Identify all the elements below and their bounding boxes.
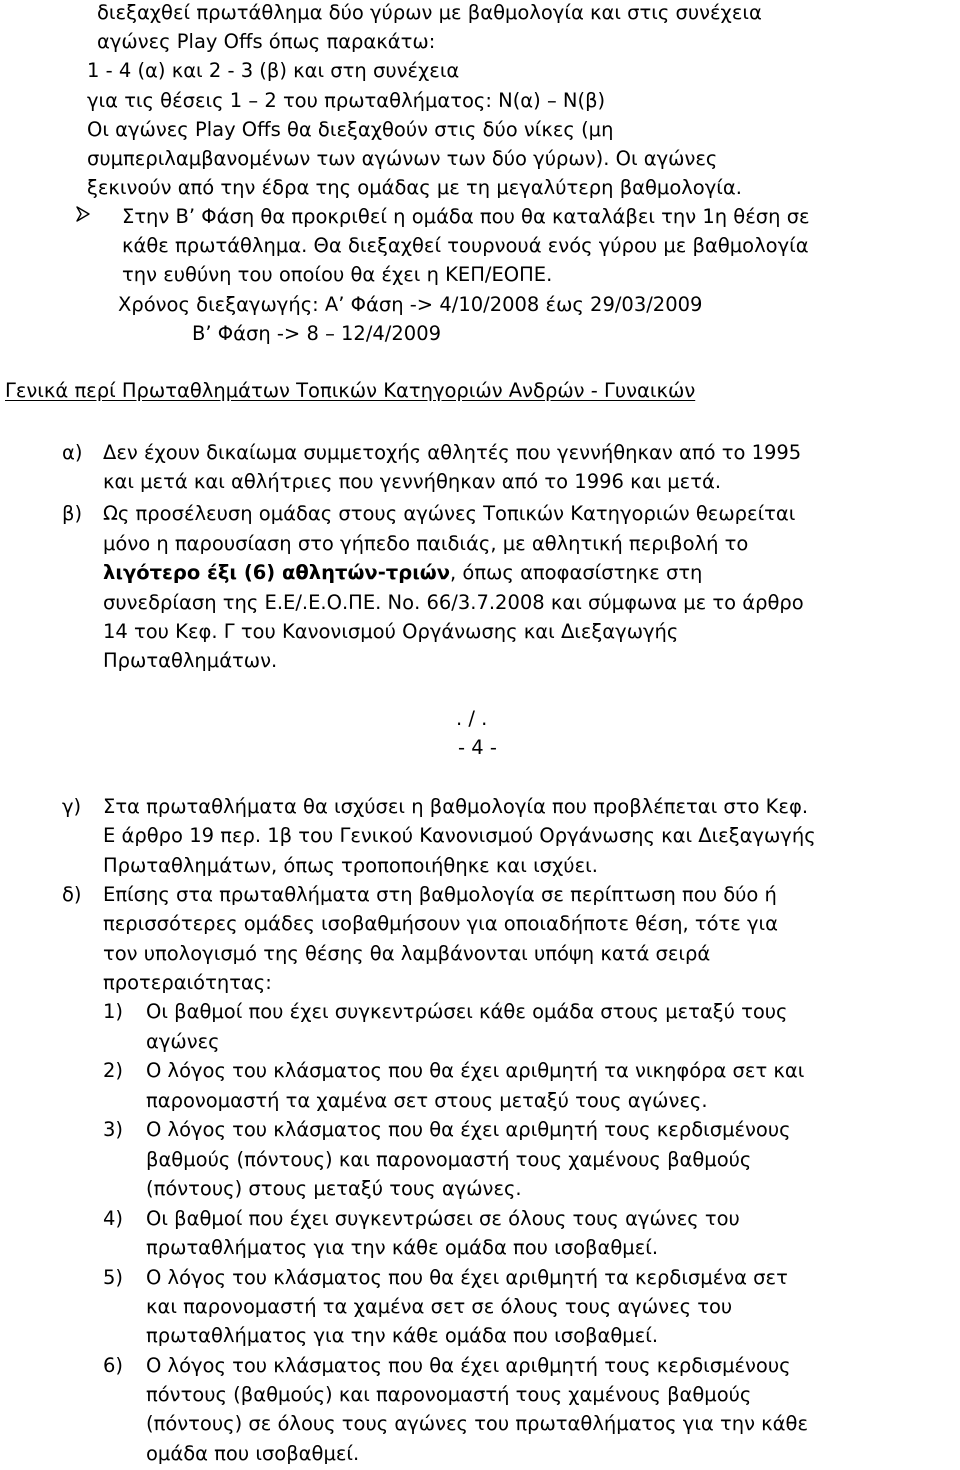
criterion-number: 5) <box>103 1266 124 1289</box>
intro-line: ξεκινούν από την έδρα της ομάδας με τη μεγαλύτερη βαθμολογία. <box>87 176 742 199</box>
item-d-label: δ) <box>62 883 82 906</box>
intro-line: 1 - 4 (α) και 2 - 3 (β) και στη συνέχεια <box>87 59 460 82</box>
bullet-line: κάθε πρωτάθλημα. Θα διεξαχθεί τουρνουά ενός γύρου με βαθμολογία <box>122 234 809 257</box>
criterion-line: πρωταθλήματος για την κάθε ομάδα που ισοβαθμεί. <box>146 1324 659 1347</box>
intro-line: συμπεριλαμβανομένων των αγώνων των δύο γύρων). Οι αγώνες <box>87 147 718 170</box>
item-a-line: Δεν έχουν δικαίωμα συμμετοχής αθλητές που γεννήθηκαν από το 1995 <box>103 441 802 464</box>
item-a-line: και μετά και αθλήτριες που γεννήθηκαν από το 1996 και μετά. <box>103 470 722 493</box>
criterion-line: αγώνες <box>146 1030 220 1053</box>
intro-line: αγώνες Play Offs όπως παρακάτω: <box>97 30 436 53</box>
item-b-line-3-rest: , όπως αποφασίστηκε στη <box>450 561 703 584</box>
item-b-line: συνεδρίαση της Ε.Ε/.Ε.Ο.ΠΕ. Νο. 66/3.7.2008 και σύμφωνα με το άρθρο <box>103 591 804 614</box>
criterion-line: ομάδα που ισοβαθμεί. <box>146 1442 360 1465</box>
item-b-label: β) <box>62 502 83 525</box>
criterion-line: Ο λόγος του κλάσματος που θα έχει αριθμητή τους κερδισμένους <box>146 1118 791 1141</box>
intro-line: Οι αγώνες Play Offs θα διεξαχθούν στις δύο νίκες (μη <box>87 118 614 141</box>
item-b-line: 14 του Κεφ. Γ του Κανονισμού Οργάνωσης και Διεξαγωγής <box>103 620 679 643</box>
criterion-number: 6) <box>103 1354 124 1377</box>
criterion-line: (πόντους) στους μεταξύ τους αγώνες. <box>146 1177 522 1200</box>
item-c-line: Ε άρθρο 19 περ. 1β του Γενικού Κανονισμού Οργάνωσης και Διεξαγωγής <box>103 824 816 847</box>
criterion-line: Ο λόγος του κλάσματος που θα έχει αριθμητή τους κερδισμένους <box>146 1354 791 1377</box>
criterion-number: 2) <box>103 1059 124 1082</box>
criterion-line: πόντους (βαθμούς) και παρονομαστή τους χαμένους βαθμούς <box>146 1383 752 1406</box>
criterion-number: 4) <box>103 1207 124 1230</box>
item-b-line: Ως προσέλευση ομάδας στους αγώνες Τοπικών Κατηγοριών θεωρείται <box>103 502 796 525</box>
criterion-number: 1) <box>103 1000 124 1023</box>
arrow-bullet-icon <box>75 205 93 223</box>
bullet-line: Στην Β’ Φάση θα προκριθεί η ομάδα που θα καταλάβει την 1η θέση σε <box>122 205 810 228</box>
criterion-line: Οι βαθμοί που έχει συγκεντρώσει σε όλους τους αγώνες του <box>146 1207 740 1230</box>
item-c-line: Πρωταθλημάτων, όπως τροποποιήθηκε και ισχύει. <box>103 854 598 877</box>
criterion-line: Ο λόγος του κλάσματος που θα έχει αριθμητή τα κερδισμένα σετ <box>146 1266 788 1289</box>
section-heading: Γενικά περί Πρωταθλημάτων Τοπικών Κατηγοριών Ανδρών - Γυναικών <box>5 379 696 402</box>
item-b-line: Πρωταθλημάτων. <box>103 649 278 672</box>
item-b-emphasis: λιγότερο έξι (6) αθλητών-τριών <box>103 561 451 584</box>
item-d-line: τον υπολογισμό της θέσης θα λαμβάνονται υπόψη κατά σειρά <box>103 942 711 965</box>
schedule-phase-b: Β’ Φάση -> 8 – 12/4/2009 <box>192 322 442 345</box>
criterion-line: βαθμούς (πόντους) και παρονομαστή τους χαμένους βαθμούς <box>146 1148 752 1171</box>
criterion-line: (πόντους) σε όλους τους αγώνες του πρωταθλήματος για την κάθε <box>146 1412 808 1435</box>
item-c-line: Στα πρωταθλήματα θα ισχύσει η βαθμολογία που προβλέπεται στο Κεφ. <box>103 795 809 818</box>
item-b-line-3 <box>103 560 702 586</box>
page-number: - 4 - <box>458 736 497 759</box>
criterion-line: πρωταθλήματος για την κάθε ομάδα που ισοβαθμεί. <box>146 1236 659 1259</box>
criterion-number: 3) <box>103 1118 124 1141</box>
criterion-line: παρονομαστή τα χαμένα σετ στους μεταξύ τους αγώνες. <box>146 1089 708 1112</box>
item-d-line: προτεραιότητας: <box>103 971 272 994</box>
item-b-line: μόνο η παρουσίαση στο γήπεδο παιδιάς, με αθλητική περιβολή το <box>103 532 749 555</box>
item-d-line: περισσότερες ομάδες ισοβαθμήσουν για οποιαδήποτε θέση, τότε για <box>103 912 779 935</box>
item-a-label: α) <box>62 441 83 464</box>
bullet-line: την ευθύνη του οποίου θα έχει η ΚΕΠ/ΕΟΠΕ. <box>122 263 553 286</box>
criterion-line: Ο λόγος του κλάσματος που θα έχει αριθμητή τα νικηφόρα σετ και <box>146 1059 805 1082</box>
intro-line: διεξαχθεί πρωτάθλημα δύο γύρων με βαθμολογία και στις συνέχεια <box>97 1 762 24</box>
item-c-label: γ) <box>62 795 82 818</box>
continuation-marker: . / . <box>456 707 488 730</box>
criterion-line: και παρονομαστή τα χαμένα σετ σε όλους τους αγώνες του <box>146 1295 733 1318</box>
schedule-phase-a: Χρόνος διεξαγωγής: Α’ Φάση -> 4/10/2008 έως 29/03/2009 <box>118 293 703 316</box>
item-d-line: Επίσης στα πρωταθλήματα στη βαθμολογία σε περίπτωση που δύο ή <box>103 883 777 906</box>
intro-line: για τις θέσεις 1 – 2 του πρωταθλήματος: Ν(α) – Ν(β) <box>87 89 606 112</box>
criterion-line: Οι βαθμοί που έχει συγκεντρώσει κάθε ομάδα στους μεταξύ τους <box>146 1000 788 1023</box>
